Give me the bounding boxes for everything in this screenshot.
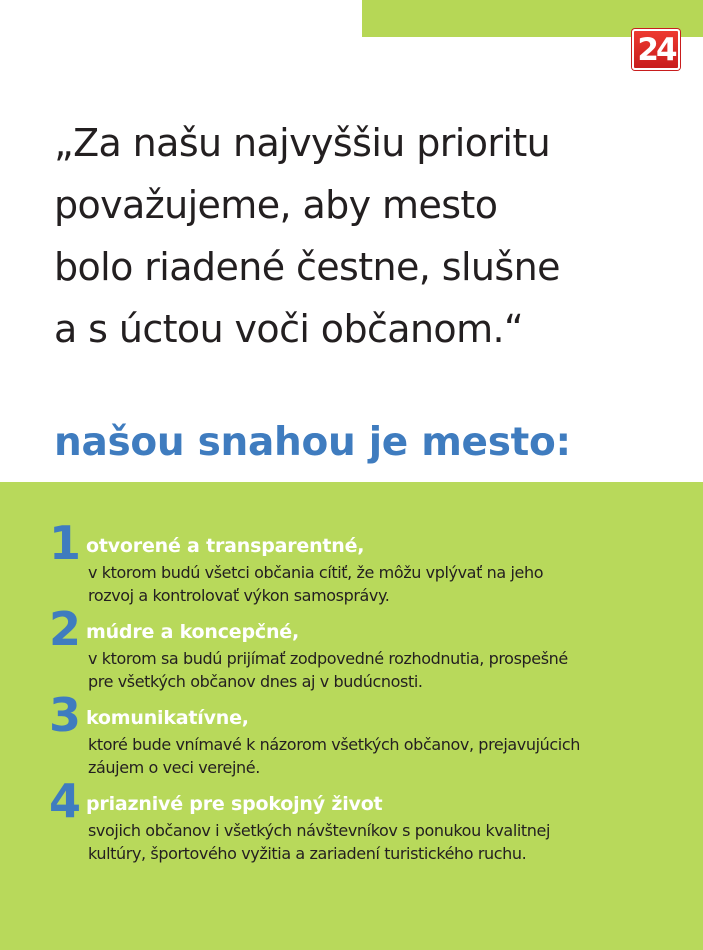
goal-description-line: pre všetkých občanov dnes aj v budúcnosti. bbox=[88, 672, 423, 691]
goal-description-line: svojich občanov i všetkých návštevníkov s ponukou kvalitnej bbox=[88, 821, 551, 840]
goal-description bbox=[88, 561, 688, 607]
goal-number: 3 bbox=[49, 688, 82, 742]
section-heading: našou snahou je mesto: bbox=[54, 420, 571, 465]
goal-description bbox=[88, 819, 688, 865]
logo-24: 24 bbox=[632, 29, 680, 70]
quote-line: „Za našu najvyššiu prioritu bbox=[54, 121, 551, 165]
goal-number: 2 bbox=[49, 602, 82, 656]
goal-description-line: rozvoj a kontrolovať výkon samosprávy. bbox=[88, 586, 390, 605]
quote-line: bolo riadené čestne, slušne bbox=[54, 245, 560, 289]
goal-description-line: v ktorom sa budú prijímať zodpovedné rozhodnutia, prospešné bbox=[88, 649, 568, 668]
goal-title: komunikatívne, bbox=[86, 707, 249, 729]
quote-line: a s úctou voči občanom.“ bbox=[54, 307, 524, 351]
goal-title: otvorené a transparentné, bbox=[86, 535, 365, 557]
goal-description-line: kultúry, športového vyžitia a zariadení turistického ruchu. bbox=[88, 844, 527, 863]
goal-title: múdre a koncepčné, bbox=[86, 621, 299, 643]
goal-description-line: ktoré bude vnímavé k názorom všetkých občanov, prejavujúcich bbox=[88, 735, 580, 754]
goal-number: 1 bbox=[49, 516, 82, 570]
goal-description-line: v ktorom budú všetci občania cítiť, že môžu vplývať na jeho bbox=[88, 563, 544, 582]
goal-description-line: záujem o veci verejné. bbox=[88, 758, 260, 777]
goal-number: 4 bbox=[49, 774, 82, 828]
quote-block bbox=[54, 112, 694, 360]
goal-title: priaznivé pre spokojný život bbox=[86, 793, 383, 815]
goal-description bbox=[88, 647, 688, 693]
goal-description bbox=[88, 733, 688, 779]
quote-line: považujeme, aby mesto bbox=[54, 183, 498, 227]
